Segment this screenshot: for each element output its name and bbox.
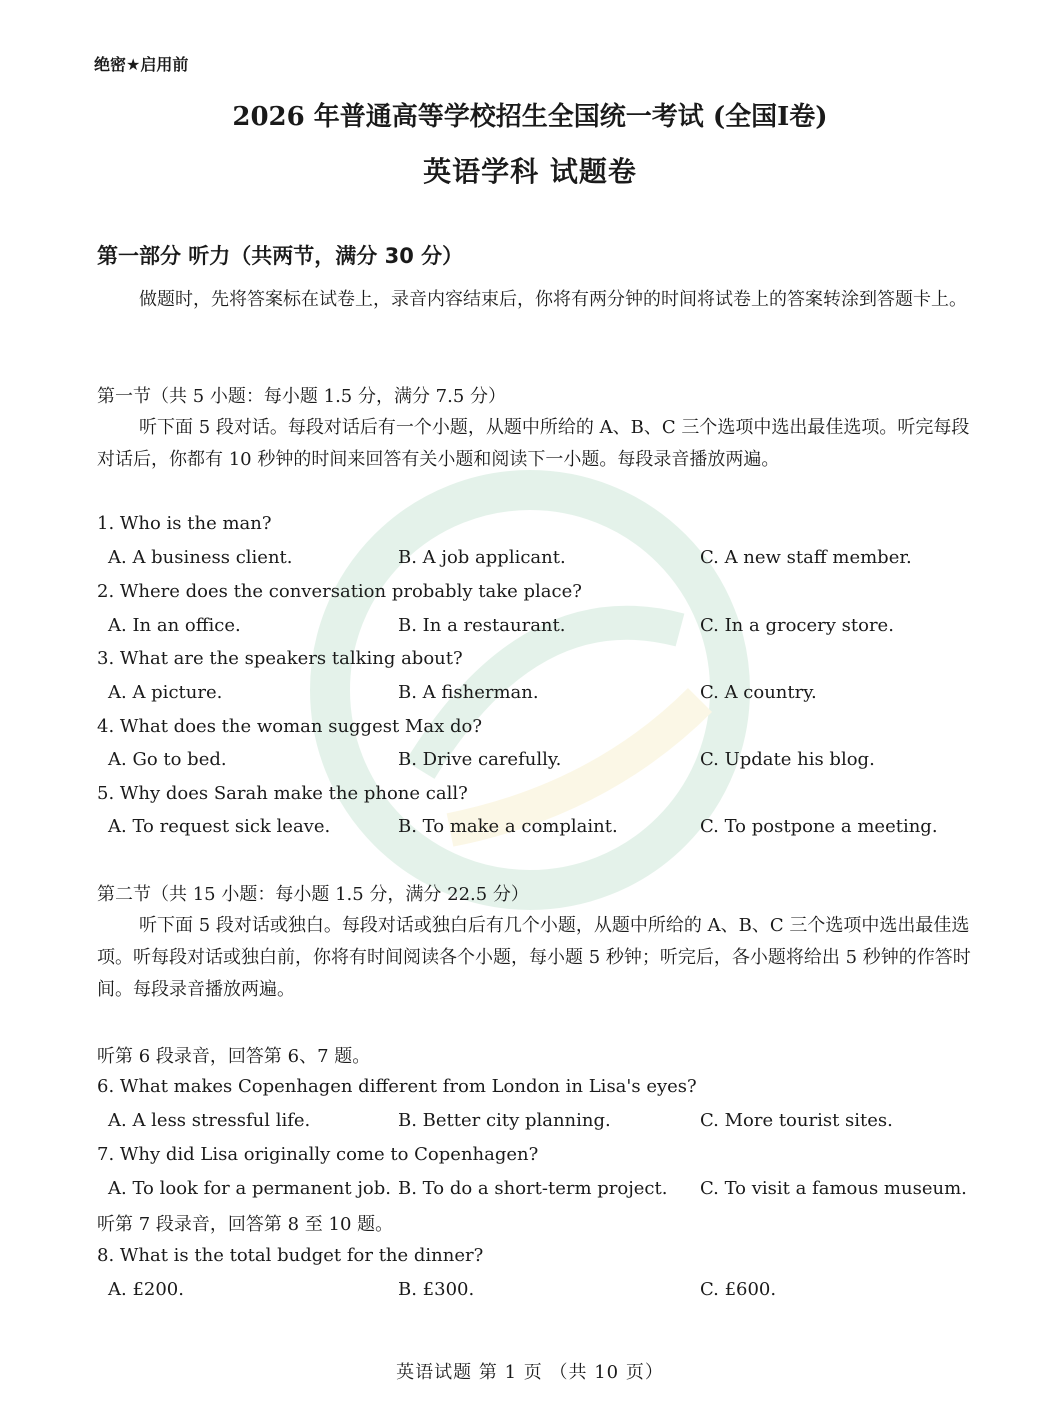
part1-instructions: 做题时，先将答案标在试卷上，录音内容结束后，你将有两分钟的时间将试卷上的答案转涂到答题卡上。 <box>139 289 967 310</box>
question-6: 6. What makes Copenhagen different from London in Lisa's eyes? <box>97 1076 697 1097</box>
q6-option-b: B. Better city planning. <box>398 1110 611 1131</box>
question-2: 2. Where does the conversation probably take place? <box>97 581 582 602</box>
q5-option-a: A. To request sick leave. <box>108 816 331 837</box>
question-5: 5. Why does Sarah make the phone call? <box>97 783 468 804</box>
section1-instructions: 听下面 5 段对话。每段对话后有一个小题，从题中所给的 A、B、C 三个选项中选出最佳选项。听完每段对话后，你都有 10 秒钟的时间来回答有关小题和阅读下一小题。每段录音播放两遍。 <box>97 417 970 470</box>
q3-option-b: B. A fisherman. <box>398 682 539 703</box>
q2-option-c: C. In a grocery store. <box>700 615 894 636</box>
q7-option-a: A. To look for a permanent job. <box>108 1178 391 1199</box>
q3-option-c: C. A country. <box>700 682 817 703</box>
q1-option-b: B. A job applicant. <box>398 547 566 568</box>
q4-option-b: B. Drive carefully. <box>398 749 562 770</box>
q1-option-a: A. A business client. <box>108 547 293 568</box>
secret-label: 绝密★启用前 <box>94 55 189 74</box>
q6-option-c: C. More tourist sites. <box>700 1110 893 1131</box>
recording-6-label: 听第 6 段录音，回答第 6、7 题。 <box>97 1046 371 1067</box>
exam-subtitle: 英语学科 试题卷 <box>423 155 637 188</box>
question-4: 4. What does the woman suggest Max do? <box>97 716 482 737</box>
question-8: 8. What is the total budget for the dinner? <box>97 1245 484 1266</box>
q5-option-b: B. To make a complaint. <box>398 816 618 837</box>
part1-heading: 第一部分 听力（共两节，满分 30 分） <box>97 244 464 268</box>
q7-option-c: C. To visit a famous museum. <box>700 1178 967 1199</box>
q8-option-c: C. £600. <box>700 1279 777 1300</box>
q5-option-c: C. To postpone a meeting. <box>700 816 938 837</box>
q2-option-b: B. In a restaurant. <box>398 615 566 636</box>
question-3: 3. What are the speakers talking about? <box>97 648 463 669</box>
q3-option-a: A. A picture. <box>108 682 223 703</box>
q8-option-a: A. £200. <box>108 1279 184 1300</box>
section2-heading: 第二节（共 15 小题：每小题 1.5 分，满分 22.5 分） <box>97 884 529 905</box>
q6-option-a: A. A less stressful life. <box>108 1110 311 1131</box>
q8-option-b: B. £300. <box>398 1279 475 1300</box>
recording-7-label: 听第 7 段录音，回答第 8 至 10 题。 <box>97 1214 394 1235</box>
section1-heading: 第一节（共 5 小题：每小题 1.5 分，满分 7.5 分） <box>97 386 507 407</box>
q1-option-c: C. A new staff member. <box>700 547 912 568</box>
q7-option-b: B. To do a short-term project. <box>398 1178 668 1199</box>
q2-option-a: A. In an office. <box>108 615 241 636</box>
q4-option-a: A. Go to bed. <box>108 749 227 770</box>
question-1: 1. Who is the man? <box>97 513 272 534</box>
page-footer: 英语试题 第 1 页 （共 10 页） <box>396 1362 664 1383</box>
question-7: 7. Why did Lisa originally come to Copenhagen? <box>97 1144 539 1165</box>
q4-option-c: C. Update his blog. <box>700 749 875 770</box>
section2-instructions: 听下面 5 段对话或独白。每段对话或独白后有几个小题，从题中所给的 A、B、C 三个选项中选出最佳选项。听每段对话或独白前，你将有时间阅读各个小题，每小题 5 秒钟；听完后，各小题将给出 5 秒钟的作答时间。每段录音播放两遍。 <box>97 915 971 1000</box>
exam-title: 2026 年普通高等学校招生全国统一考试 (全国I卷) <box>232 102 828 132</box>
